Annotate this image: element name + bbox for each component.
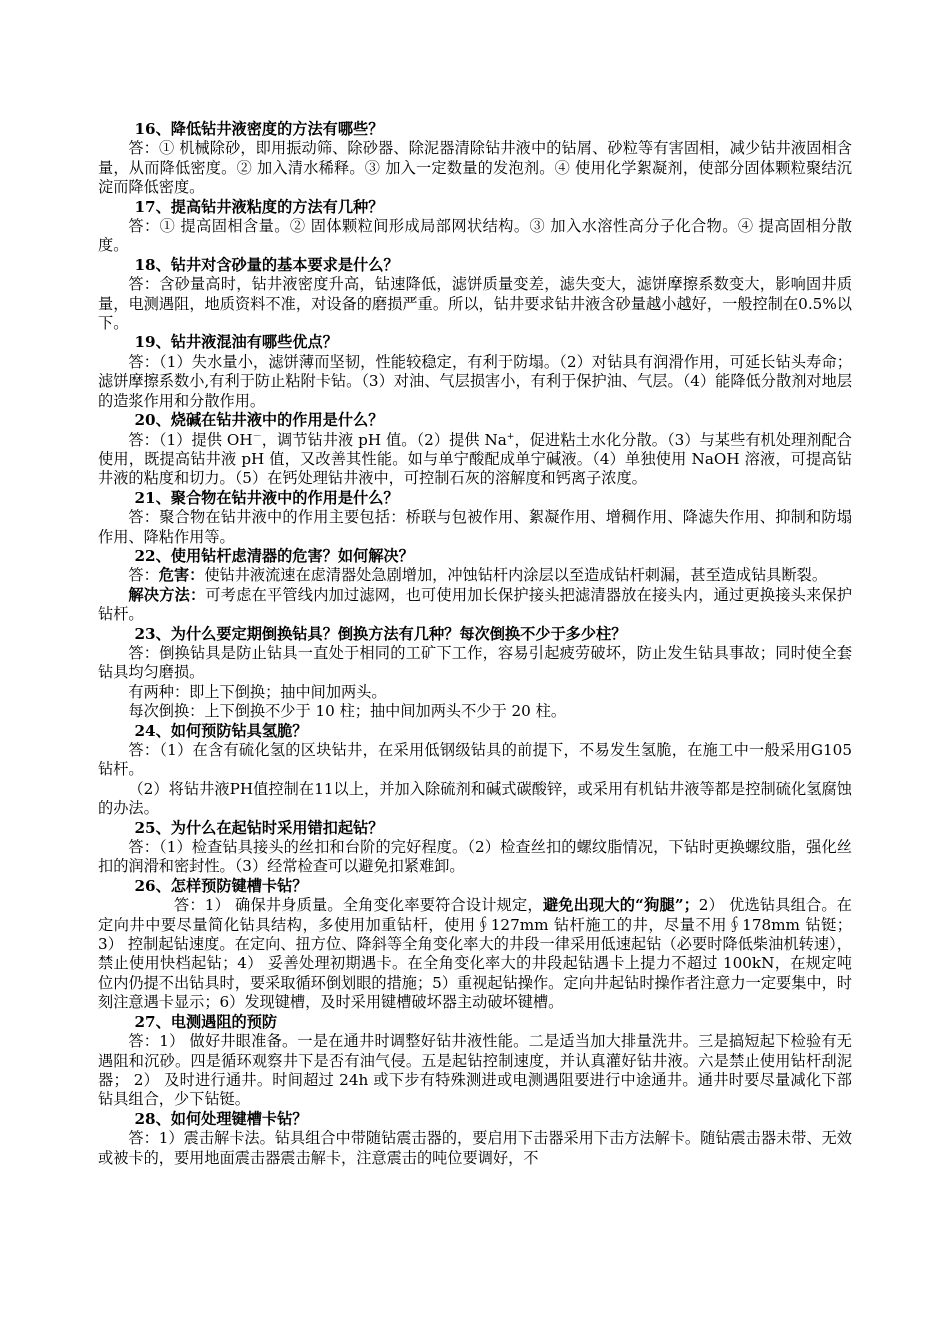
- answer-20: [98, 431, 852, 489]
- document-page: [98, 120, 852, 1168]
- question-21: 21、聚合物在钻井液中的作用是什么？: [134, 488, 399, 507]
- answer-24-line-2: （2）将钻井液PH值控制在11以上，并加入除硫剂和碱式碳酸锌，或采用有机钻井液等都是控制硫化氢腐蚀的办法。: [98, 779, 852, 818]
- answer-23-line-3: 每次倒换：上下倒换不少于 10 柱；抽中间加两头不少于 20 柱。: [128, 702, 567, 721]
- sodium-charge: +: [506, 431, 515, 442]
- answer-19: 答：（1）失水量小，滤饼薄而坚韧，性能较稳定，有利于防塌。（2）对钻具有润滑作用，可延长钻头寿命；滤饼摩擦系数小,有利于防止粘附卡钻。（3）对油、气层损害小，有利于保护油、气层。（4）能降低分散剂对地层的造浆作用和分散作用。: [98, 352, 852, 410]
- question-26: 26、怎样预防键槽卡钻？: [134, 876, 308, 895]
- question-16: 16、降低钻井液密度的方法有哪些？: [134, 120, 384, 138]
- answer-26-part-2: 2） 优选钻具组合。在定向井中要尽量简化钻具结构，多使用加重钻杆，使用∮127mm 钻杆施工的井，尽量不用∮178mm 钻铤；3） 控制起钻速度。在定向、扭方位、降斜等全角变化率大的井段一律采用低速起钻（必要时降低柴油机转速），禁止使用快档起钻；4） 妥善处理初期遇卡。在全角变化率大的井段起钻遇卡上提力不超过 100kN，在规定吨位内仍提不出钻具时，要采取循环倒划眼的措施；5）重视起钻操作。定向井起钻时操作者注意力一定要集中，时刻注意遇卡显示；6）发现键槽，及时采用键槽破坏器主动破坏键槽。: [98, 896, 852, 1012]
- answer-21: 答：聚合物在钻井液中的作用主要包括：桥联与包被作用、絮凝作用、增稠作用、降滤失作用、抑制和防塌作用、降粘作用等。: [98, 508, 852, 546]
- hydroxide-charge: －: [252, 431, 262, 442]
- answer-22-prefix: 答：: [128, 566, 159, 585]
- question-22: 22、使用钻杆虑清器的危害？如何解决？: [134, 546, 414, 565]
- question-27: 27、电测遇阻的预防: [134, 1012, 278, 1031]
- answer-25: 答：（1）检查钻具接头的丝扣和台阶的完好程度。（2）检查丝扣的螺纹脂情况，下钻时更换螺纹脂，强化丝扣的润滑和密封性。（3）经常检查可以避免扣紧难卸。: [98, 838, 852, 876]
- answer-23-line-2: 有两种：即上下倒换；抽中间加两头。: [128, 682, 387, 701]
- question-17: 17、提高钻井液粘度的方法有几种？: [134, 197, 384, 216]
- answer-20-part-3: ，促进粘土水化分散。（3）与某些有机处理剂配合使用，既提高钻井液 pH 值，又改善其性能。如与单宁酸配成单宁碱液。（4）单独使用 NaOH 溶液，可提高钻井液的粘度和切力。（5）在钙处理钻井液中，可控制石灰的溶解度和钙离子浓度。: [98, 430, 852, 488]
- question-18: 18、钻井对含砂量的基本要求是什么？: [134, 255, 399, 274]
- answer-18: 答：含砂量高时，钻井液密度升高，钻速降低，滤饼质量变差，滤失变大，滤饼摩擦系数变大，影响固井质量，电测遇阻，地质资料不准，对设备的磨损严重。所以，钻井要求钻井液含砂量越小越好，一般控制在0.5%以下。: [98, 275, 852, 333]
- answer-24-line-1: 答：（1）在含有硫化氢的区块钻井，在采用低钢级钻具的前提下，不易发生氢脆，在施工中一般采用G105钻杆。: [98, 741, 852, 779]
- solution-text: 可考虑在平管线内加过滤网，也可使用加长保护接头把滤清器放在接头内，通过更换接头来保护钻杆。: [98, 585, 853, 624]
- answer-16: 答：① 机械除砂，即用振动筛、除砂器、除泥器清除钻井液中的钻屑、砂粒等有害固相，减少钻井液固相含量，从而降低密度。② 加入清水稀释。③ 加入一定数量的发泡剂。④ 使用化学絮凝剂，使部分固体颗粒聚结沉淀而降低密度。: [98, 139, 852, 197]
- answer-26-part-1: 答：1） 确保井身质量。全角变化率要符合设计规定，: [174, 896, 543, 915]
- answer-26-bold: 避免出现大的“狗腿”；: [542, 896, 699, 915]
- question-28: 28、如何处理键槽卡钻？: [134, 1109, 308, 1128]
- question-23: 23、为什么要定期倒换钻具？倒换方法有几种？每次倒换不少于多少柱？: [134, 624, 627, 643]
- answer-20-part-1: 答：（1）提供 OH: [128, 430, 253, 449]
- hazard-text: 使钻井液流速在虑清器处急剧增加，冲蚀钻杆内涂层以至造成钻杆刺漏，甚至造成钻具断裂。: [204, 566, 828, 585]
- answer-22-solution: [98, 586, 852, 625]
- answer-26: [98, 896, 852, 1012]
- answer-23-line-1: 答：倒换钻具是防止钻具一直处于相同的工矿下工作，容易引起疲劳破坏，防止发生钻具事故；同时使全套钻具均匀磨损。: [98, 643, 852, 682]
- answer-22-hazard: [98, 566, 852, 585]
- hazard-label: 危害：: [158, 566, 205, 585]
- answer-28: 答：1）震击解卡法。钻具组合中带随钻震击器的，要启用下击器采用下击方法解卡。随钻震击器未带、无效或被卡的，要用地面震击器震击解卡，注意震击的吨位要调好，不: [98, 1129, 852, 1167]
- solution-label: 解决方法：: [128, 585, 206, 604]
- question-19: 19、钻井液混油有哪些优点？: [134, 333, 338, 352]
- answer-20-part-2: ，调节钻井液 pH 值。（2）提供 Na: [261, 430, 507, 449]
- answer-17: 答：① 提高固相含量。② 固体颗粒间形成局部网状结构。③ 加入水溶性高分子化合物。④ 提高固相分散度。: [98, 217, 852, 255]
- question-24: 24、如何预防钻具氢脆？: [134, 721, 308, 740]
- answer-27: 答：1） 做好井眼准备。一是在通井时调整好钻井液性能。二是适当加大排量洗井。三是搞短起下检验有无遇阻和沉砂。四是循环观察井下是否有油气侵。五是起钻控制速度，并认真灌好钻井液。六是禁止使用钻杆刮泥器； 2） 及时进行通井。时间超过 24h 或下步有特殊测进或电测遇阻要进行中途通井。通井时要尽量减化下部钻具组合，少下钻铤。: [98, 1032, 852, 1109]
- question-25: 25、为什么在起钻时采用错扣起钻？: [134, 818, 384, 837]
- question-20: 20、烧碱在钻井液中的作用是什么？: [134, 411, 384, 430]
